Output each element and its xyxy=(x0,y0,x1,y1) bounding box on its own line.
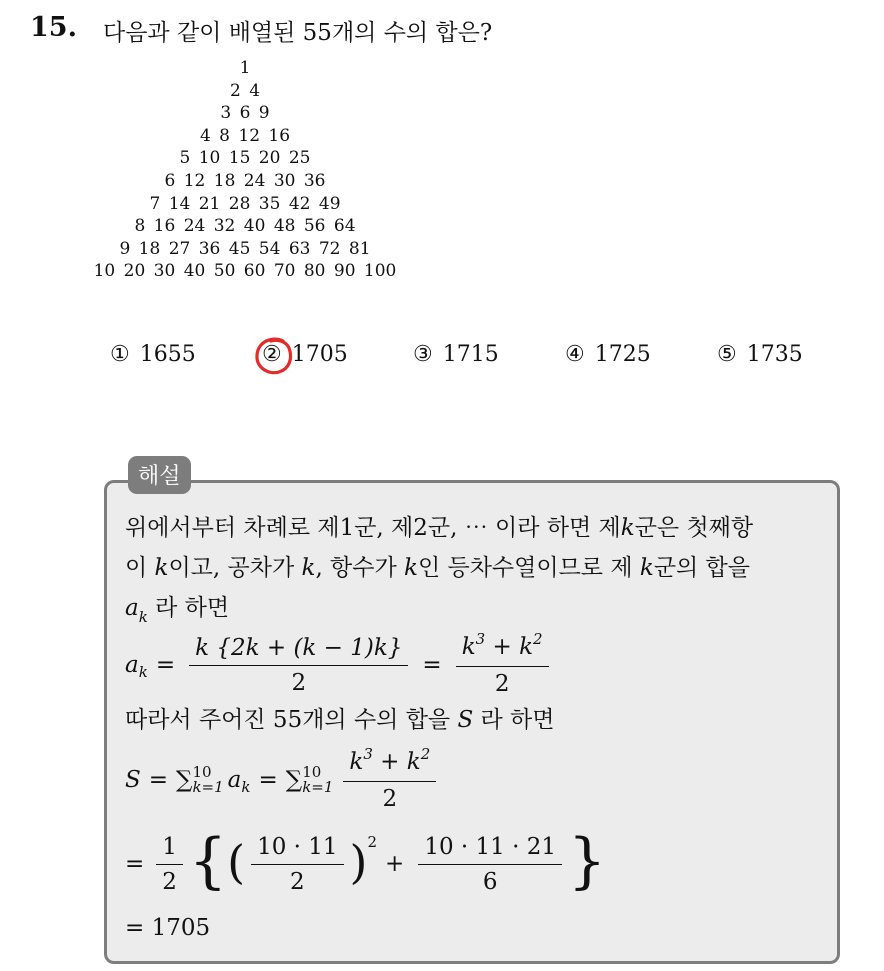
left-paren: ( xyxy=(227,835,246,889)
question-stem: 다음과 같이 배열된 55개의 수의 합은? xyxy=(103,20,493,46)
triangle-row: 10 20 30 40 50 60 70 80 90 100 xyxy=(93,261,397,282)
number-triangle xyxy=(0,57,490,283)
solution-line-1 xyxy=(125,508,830,548)
exponent: 3 xyxy=(363,744,373,763)
exponent: 3 xyxy=(475,629,486,648)
upper-limit: 10 xyxy=(192,763,212,781)
fraction-half xyxy=(156,832,183,897)
text: 이고, 공차가 xyxy=(168,555,302,581)
triangle-row: 4 8 12 16 xyxy=(199,125,291,146)
fraction xyxy=(189,633,408,698)
text: 라 하면 xyxy=(147,595,230,621)
numerator xyxy=(456,629,549,667)
formula-sum xyxy=(125,740,830,820)
denominator: 2 xyxy=(289,868,305,895)
choice-mark: ① xyxy=(110,342,130,367)
text: 위에서부터 차례로 제1군, 제2군, ⋯ 이라 하면 제 xyxy=(125,515,621,541)
text: 인 등차수열이므로 제 xyxy=(417,555,640,581)
denominator: 6 xyxy=(482,868,498,895)
numerator: k {2k + (k − 1)k} xyxy=(189,633,408,666)
var-k: + k xyxy=(372,748,421,775)
choice-mark: ⑤ xyxy=(717,342,737,367)
choice-5[interactable] xyxy=(717,342,803,367)
subscript: k xyxy=(138,663,148,681)
text: 라 하면 xyxy=(473,707,555,733)
choice-value: 1735 xyxy=(746,342,803,367)
exponent: 2 xyxy=(367,833,378,851)
solution-body xyxy=(125,508,830,948)
choice-mark: ② xyxy=(262,342,282,367)
var-k: k xyxy=(620,515,635,541)
lower-limit: k=1 xyxy=(192,778,224,796)
numerator xyxy=(343,744,436,782)
triangle-row: 6 12 18 24 30 36 xyxy=(164,170,326,191)
choice-1[interactable] xyxy=(110,342,196,367)
denominator: 2 xyxy=(494,670,510,697)
fraction xyxy=(418,832,562,897)
numerator: 10 · 11 · 21 xyxy=(418,832,562,865)
choice-mark: ③ xyxy=(413,342,433,367)
numerator: 10 · 11 xyxy=(251,832,343,865)
solution-line-3 xyxy=(125,588,830,630)
solution-line-2 xyxy=(125,548,830,588)
triangle-row: 9 18 27 36 45 54 63 72 81 xyxy=(119,238,371,259)
equals-sign: = xyxy=(422,652,442,678)
plus-sign: + xyxy=(385,851,405,877)
choice-3[interactable] xyxy=(413,342,499,367)
denominator: 2 xyxy=(382,785,398,812)
triangle-row: 7 14 21 28 35 42 49 xyxy=(149,193,341,214)
fraction xyxy=(343,744,436,814)
sum-limits xyxy=(302,765,333,795)
text: 군은 첫째항 xyxy=(634,515,754,541)
fraction xyxy=(251,832,343,897)
exponent: 2 xyxy=(420,744,431,763)
var-k: k xyxy=(154,555,169,581)
right-paren: ) xyxy=(349,835,368,889)
var-k: + k xyxy=(485,633,534,660)
answer-choices xyxy=(0,342,884,374)
answer-circle-mark xyxy=(253,335,295,377)
triangle-row: 8 16 24 32 40 48 56 64 xyxy=(134,216,356,237)
sigma-symbol: ∑ xyxy=(176,767,193,793)
denominator: 2 xyxy=(162,868,177,895)
var-a: a xyxy=(227,767,242,793)
triangle-row: 3 6 9 xyxy=(220,103,270,124)
equals-sign: = xyxy=(258,767,278,793)
choice-value: 1725 xyxy=(594,342,651,367)
triangle-row: 5 10 15 20 25 xyxy=(179,148,311,169)
choice-value: 1655 xyxy=(139,342,196,367)
numerator: 1 xyxy=(156,832,183,865)
subscript: k xyxy=(241,778,251,796)
equals-sign: = xyxy=(148,767,169,793)
var-a: a xyxy=(125,595,139,621)
right-brace: } xyxy=(567,826,607,896)
var-k: k xyxy=(301,555,316,581)
var-s: S xyxy=(125,767,141,793)
var-k: k xyxy=(404,555,418,581)
var-a: a xyxy=(125,652,139,678)
solution-line-4 xyxy=(125,700,830,740)
var-k: k xyxy=(349,748,364,775)
choice-value: 1715 xyxy=(442,342,499,367)
choice-value: 1705 xyxy=(291,342,348,367)
var-k: k xyxy=(639,555,654,581)
subscript: k xyxy=(138,608,148,626)
sigma-symbol: ∑ xyxy=(285,767,303,793)
text: , 항수가 xyxy=(315,555,405,581)
sum-limits xyxy=(192,765,223,795)
equals-sign: = xyxy=(125,851,145,877)
triangle-row: 1 xyxy=(239,58,251,78)
choice-mark: ④ xyxy=(565,342,585,367)
upper-limit: 10 xyxy=(302,763,322,781)
formula-ak xyxy=(125,630,830,700)
text: 군의 합을 xyxy=(653,555,750,581)
formula-evaluation xyxy=(125,820,830,908)
text: 이 xyxy=(125,555,155,581)
lower-limit: k=1 xyxy=(302,778,334,796)
text: 따라서 주어진 55개의 수의 합을 xyxy=(125,707,458,733)
left-brace: { xyxy=(188,826,228,896)
triangle-row: 2 4 xyxy=(229,80,261,101)
denominator: 2 xyxy=(291,669,307,696)
final-result: = 1705 xyxy=(125,915,211,941)
var-s: S xyxy=(457,707,474,733)
fraction xyxy=(456,629,549,699)
var-k: k xyxy=(461,633,476,660)
equals-sign: = xyxy=(155,652,176,678)
solution-tag: 해설 xyxy=(128,456,191,494)
exponent: 2 xyxy=(533,629,543,648)
choice-4[interactable] xyxy=(565,342,651,367)
question-number: 15. xyxy=(30,12,77,43)
